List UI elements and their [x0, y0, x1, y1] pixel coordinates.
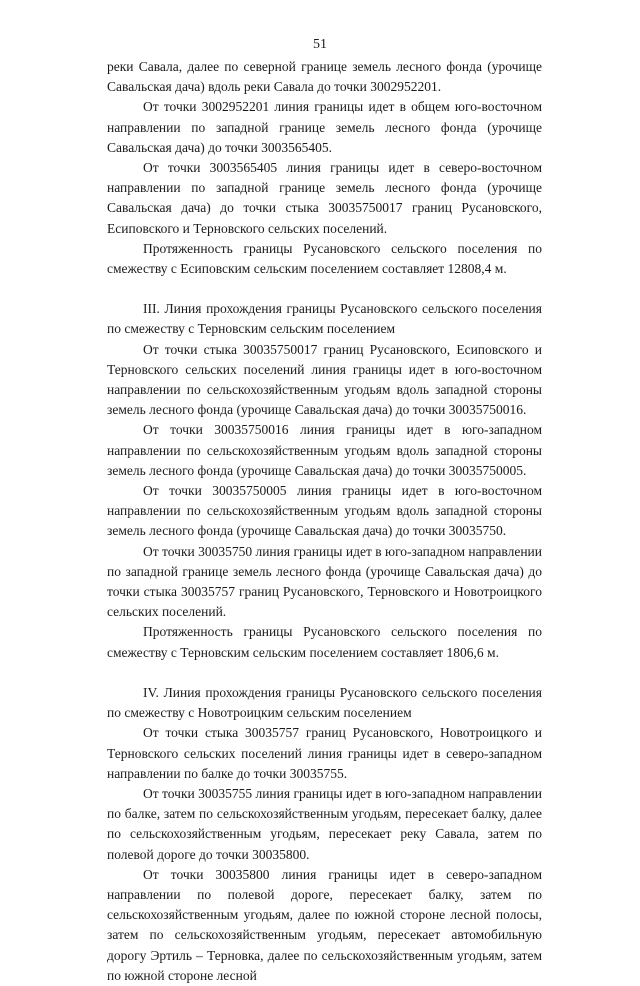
paragraph: От точки 30035800 линия границы идет в северо-западном направлении по полевой дороге, пересекает балку, затем по сельскохозяйственным угодьям, далее по южной стороне лесной полосы, затем по сельскохозяйственным угодьям, пересекает автомобильную дорогу Эртиль – Терновка, далее по сельскохозяйственным угодьям, затем по южной стороне лесной	[107, 866, 542, 983]
paragraph: От точки 30035750005 линия границы идет в юго-восточном направлении по сельскохозяйственным угодьям вдоль западной стороны земель лесного фонда (урочище Савальская дача) до точки 30035750.	[107, 483, 542, 539]
paragraph: III. Линия прохождения границы Русановского сельского поселения по смежеству с Терновским сельским поселением	[107, 301, 542, 337]
page-number: 51	[313, 37, 327, 52]
paragraph: Протяженность границы Русановского сельского поселения по смежеству с Есиповским сельским поселением составляет 12808,4 м.	[107, 240, 542, 277]
paragraph: От точки стыка 30035750017 границ Русановского, Есиповского и Терновского сельских поселений линия границы идет в юго-восточном направлении по сельскохозяйственным угодьям вдоль западной стороны земель лесного фонда (урочище Савальская дача) до точки 30035750016.	[107, 341, 542, 418]
section-gap	[107, 279, 542, 299]
paragraph: От точки 3002952201 линия границы идет в общем юго-восточном направлении по западной границе земель лесного фонда (урочище Савальская дача) до точки 3003565405.	[107, 99, 542, 155]
paragraph: От точки 30035750016 линия границы идет в юго-западном направлении по сельскохозяйственным угодьям вдоль западной стороны земель лесного фонда (урочище Савальская дача) до точки 30035750005.	[107, 422, 542, 478]
paragraph: реки Савала, далее по северной границе земель лесного фонда (урочище Савальская дача) вдоль реки Савала до точки 3002952201.	[107, 59, 542, 95]
document-body	[107, 57, 542, 986]
paragraph: От точки 3003565405 линия границы идет в северо-восточном направлении по западной границе земель лесного фонда (урочище Савальская дача) до точки стыка 30035750017 границ Русановского, Есиповского и Терновского сельских поселений.	[107, 160, 542, 236]
section-gap	[107, 663, 542, 683]
paragraph: От точки стыка 30035757 границ Русановского, Новотроицкого и Терновского сельских поселений линия границы идет в северо-западном направлении по балке до точки 30035755.	[107, 725, 542, 781]
paragraph: От точки 30035755 линия границы идет в юго-западном направлении по балке, затем по сельскохозяйственным угодьям, пересекает балку, далее по сельскохозяйственным угодьям, пересекает реку Савала, затем по полевой дороге до точки 30035800.	[107, 785, 542, 862]
paragraph: IV. Линия прохождения границы Русановского сельского поселения по смежеству с Новотроицким сельским поселением	[107, 684, 542, 721]
paragraph: Протяженность границы Русановского сельского поселения по смежеству с Терновским сельским поселением составляет 1806,6 м.	[107, 624, 542, 660]
paragraph: От точки 30035750 линия границы идет в юго-западном направлении по западной границе земель лесного фонда (урочище Савальская дача) до точки стыка 30035757 границ Русановского, Терновского и Новотроицкого сельских поселений.	[107, 543, 542, 620]
